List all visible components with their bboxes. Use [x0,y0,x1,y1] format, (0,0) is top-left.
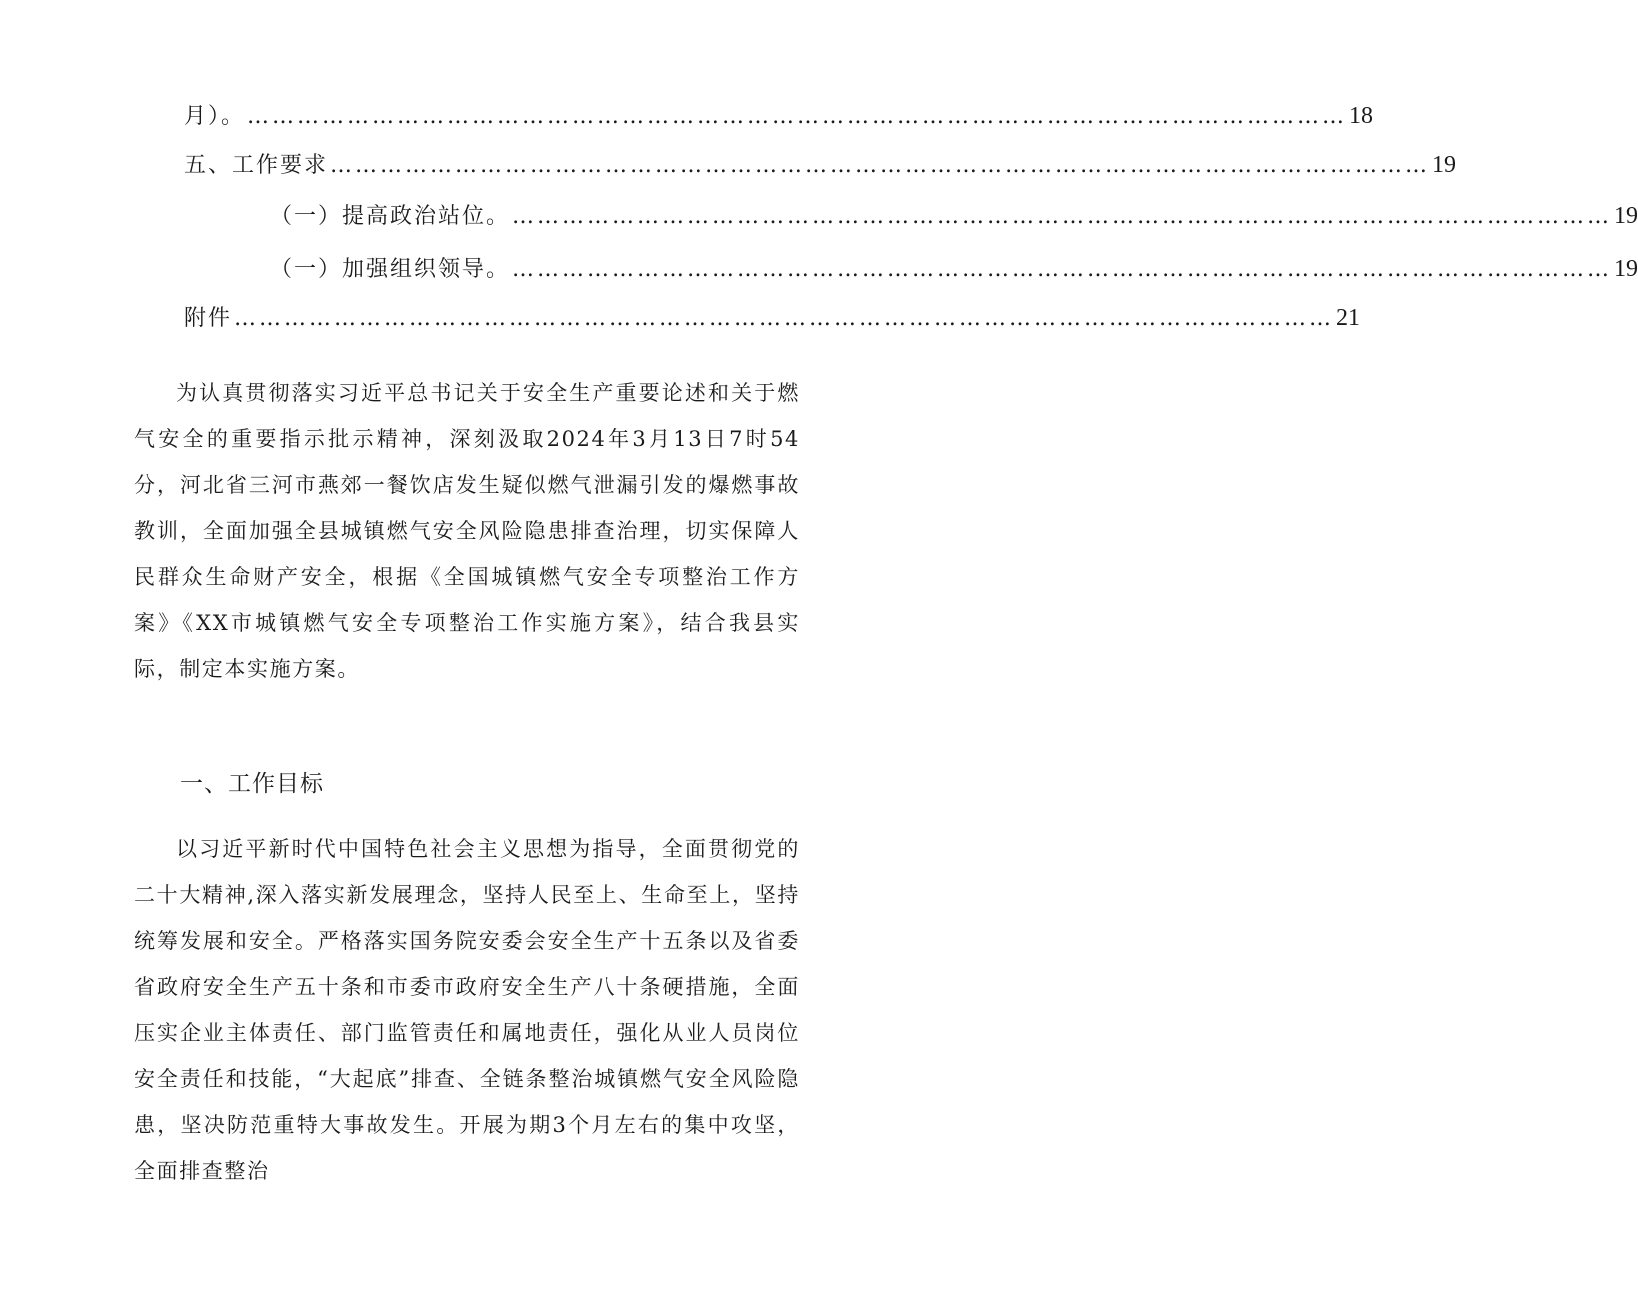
toc-entry-page: 19 [1432,152,1457,178]
toc-entry-title: （一）加强组织领导。 [270,257,511,282]
toc-leader-dots: …………………………………………………………………………………………………………………… [247,104,1348,129]
toc-entry-page: 19 [1614,256,1638,282]
toc-entry[interactable] [270,254,1638,284]
section-heading: 一、工作目标 [180,771,324,797]
toc-entry[interactable] [184,150,1457,180]
toc-entry-title: 附件 [184,306,233,331]
toc-entry[interactable] [184,101,1374,131]
toc-entry-title: 五、工作要求 [184,153,329,178]
toc-entry-title: 月）。 [184,104,246,129]
toc-entry[interactable] [184,303,1361,333]
toc-leader-dots: …………………………………………………………………………………………………………………… [330,153,1431,178]
toc-entry[interactable] [270,201,1638,231]
toc-leader-dots: …………………………………………………………………………………………………………………… [512,257,1613,282]
toc-entry-title: （一）提高政治站位。 [270,204,511,229]
toc-leader-dots: …………………………………………………………………………………………………………………… [234,306,1335,331]
section-paragraph: 以习近平新时代中国特色社会主义思想为指导，全面贯彻党的二十大精神,深入落实新发展理念，坚持人民至上、生命至上，坚持统筹发展和安全。严格落实国务院安委会安全生产十五条以及省委省政府安全生产五十条和市委市政府安全生产八十条硬措施，全面压实企业主体责任、部门监管责任和属地责任，强化从业人员岗位安全责任和技能，“大起底”排查、全链条整治城镇燃气安全风险隐患，坚决防范重特大事故发生。开展为期3个月左右的集中攻坚，全面排查整治 [134,837,800,1183]
intro-paragraph: 为认真贯彻落实习近平总书记关于安全生产重要论述和关于燃气安全的重要指示批示精神，深刻汲取2024年3月13日7时54分，河北省三河市燕郊一餐饮店发生疑似燃气泄漏引发的爆燃事故教训，全面加强全县城镇燃气安全风险隐患排查治理，切实保障人民群众生命财产安全，根据《全国城镇燃气安全专项整治工作方案》《XX市城镇燃气安全专项整治工作实施方案》，结合我县实际，制定本实施方案。 [134,381,800,681]
toc-entry-page: 21 [1336,305,1361,331]
toc-entry-page: 19 [1614,203,1638,229]
toc-entry-page: 18 [1349,103,1374,129]
toc-leader-dots: …………………………………………………………………………………………………………………… [512,204,1613,229]
